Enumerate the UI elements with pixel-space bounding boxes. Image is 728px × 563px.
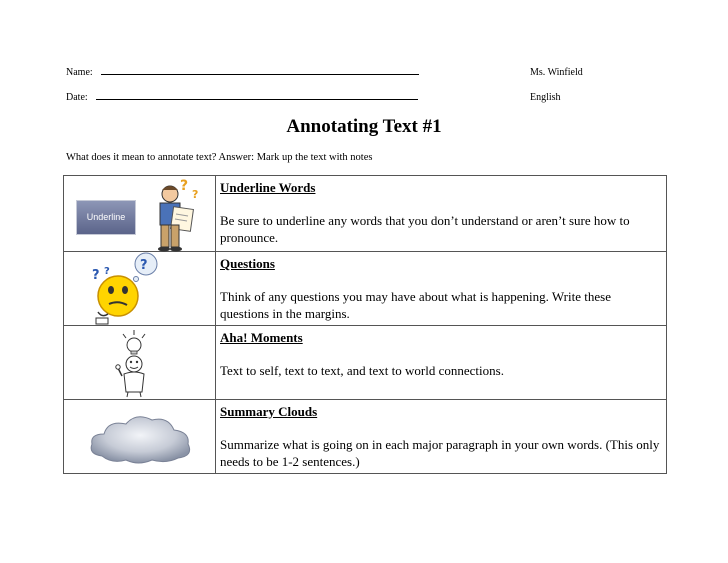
confused-smiley-icon [84,252,174,326]
row-body: Summarize what is going on in each major paragraph in your own words. (This only needs to be 1-2 sentences.) [220,437,660,469]
underline-image: Underline [76,200,136,235]
image-cell [64,176,216,252]
table-row [64,326,667,400]
cloud-icon [86,410,196,466]
svg-text:?: ? [192,188,199,201]
image-cell [64,252,216,326]
row-heading: Aha! Moments [220,330,303,345]
page-title: Annotating Text #1 [286,116,442,137]
text-cell [216,326,667,400]
name-label: Name: [66,67,93,78]
date-label: Date: [66,92,88,103]
image-cell [64,400,216,474]
row-heading: Summary Clouds [220,404,318,419]
intro-text: What does it mean to annotate text? Answer: Mark up the text with notes [66,152,373,163]
table-row [64,400,667,474]
date-line [66,92,418,103]
lightbulb-idea-icon [114,328,154,398]
svg-text:?: ? [180,178,189,194]
name-blank[interactable] [101,74,419,75]
thinking-man-icon [142,176,212,252]
text-cell [216,176,667,252]
svg-text:?: ? [92,268,100,283]
row-body: Think of any questions you may have about what is happening. Write these questions in the margins. [220,289,611,321]
date-blank[interactable] [96,99,418,100]
annotation-table [63,175,667,474]
row-body: Be sure to underline any words that you don’t understand or aren’t sure how to pronounce. [220,213,630,245]
table-row [64,176,667,252]
subject-name: English [530,92,561,103]
text-cell [216,252,667,326]
text-cell [216,400,667,474]
svg-text:?: ? [140,258,148,273]
table-row [64,252,667,326]
row-heading: Questions [220,256,275,271]
teacher-name: Ms. Winfield [530,67,583,78]
row-body: Text to self, text to text, and text to world connections. [220,363,504,378]
svg-text:?: ? [104,266,110,277]
row-heading: Underline Words [220,180,316,195]
name-line [66,67,419,78]
image-cell [64,326,216,400]
